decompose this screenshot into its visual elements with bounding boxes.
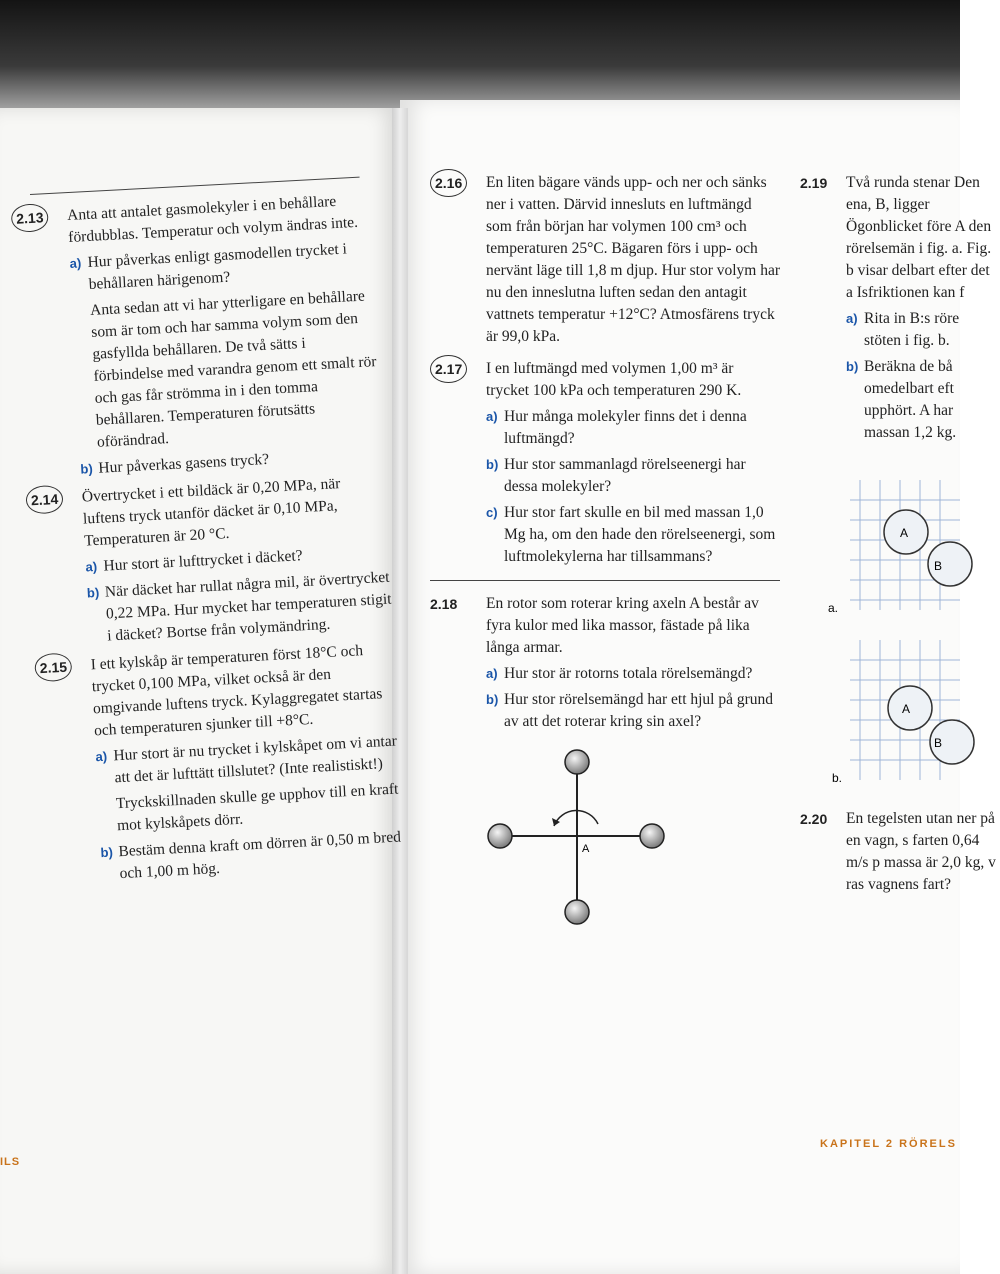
problem-2-20 — [800, 808, 1000, 896]
problem-2-17 — [430, 358, 780, 568]
chapter-footer: KAPITEL 2 RÖRELS — [820, 1138, 957, 1150]
subquestion-text: Bestäm denna kraft om dörren är 0,50 m bred och 1,00 m hög. — [118, 828, 402, 883]
subquestion-text: Hur många molekyler finns det i denna luftmängd? — [504, 408, 747, 447]
problem-2-14 — [25, 471, 393, 652]
letter-a: a) — [486, 409, 498, 424]
figure-b — [832, 640, 974, 785]
subquestion-c — [486, 502, 780, 568]
problem-number: 2.13 — [11, 203, 50, 233]
problem-text: En liten bägare vänds upp- och ner och sänks ner i vatten. Därvid innesluts en luftmängd som från början har volymen 100 cm³ och temperaturen 25°C. Bägaren förs i upp- och nervänt läge till 1,8 m djup. Hur stor volym har nu den inneslutna luften sedan den antagit vattnets temperatur +12°C? Atmosfärens tryck är 99,0 kPa. — [486, 174, 781, 345]
axis-label: A — [582, 843, 590, 855]
rotor-ball — [640, 824, 664, 848]
problem-text: En tegelsten utan ner på en vagn, s farten 0,64 m/s p massa är 2,0 kg, v ras vagnens fart? — [846, 810, 996, 893]
subquestion-text: Hur stor sammanlagd rörelseenergi har dessa molekyler? — [504, 456, 746, 495]
problem-2-15 — [34, 639, 406, 890]
problem-number: 2.20 — [800, 811, 828, 827]
subquestion-text: Hur stor är rotorns totala rörelsemängd? — [504, 665, 753, 682]
problem-number: 2.15 — [34, 652, 73, 682]
subquestion-b — [86, 567, 393, 649]
letter-b: b) — [100, 844, 114, 861]
problem-2-16 — [430, 172, 780, 348]
problem-number: 2.17 — [430, 355, 467, 383]
letter-b: b) — [80, 461, 94, 477]
problem-text: I en luftmängd med volymen 1,00 m³ är trycket 100 kPa och temperaturen 290 K. — [486, 360, 742, 399]
subquestion-b — [486, 689, 780, 733]
rotor-ball — [565, 900, 589, 924]
section-rule — [430, 580, 780, 581]
subquestion-text: Hur stor rörelsemängd har ett hjul på grund av att det roterar kring sin axel? — [504, 691, 774, 730]
figure-b-label: b. — [832, 771, 843, 785]
subquestion-text: Hur påverkas enligt gasmodellen trycket i behållaren härigenom? — [87, 240, 348, 293]
subquestion-a — [486, 663, 780, 685]
subquestion-text: När däcket har rullat några mil, är övertrycket 0,22 MPa. Hur mycket har temperaturen stigit i däcket? Bortse från volymändring. — [104, 568, 392, 645]
rotor-ball — [488, 824, 512, 848]
figure-a-label: a. — [828, 601, 839, 615]
collision-figures — [820, 480, 960, 790]
letter-a: a) — [95, 748, 108, 765]
letter-b: b) — [846, 359, 859, 374]
subquestion-text: Hur stort är lufttrycket i däcket? — [103, 547, 304, 575]
letter-c: c) — [486, 505, 498, 520]
subquestion-a — [486, 406, 780, 450]
middle-column — [430, 172, 780, 739]
letter-a: a) — [69, 255, 82, 271]
subquestion-b — [486, 454, 780, 498]
left-footer: ILS — [0, 1156, 21, 1168]
problem-text: I ett kylskåp är temperaturen först 18°C och trycket 0,100 MPa, vilket också är den omgivande luftens tryck. Kylaggregatet startas och temperaturen sjunker till +8°C. — [90, 642, 383, 740]
stone-b-label: B — [934, 559, 943, 573]
problem-number: 2.16 — [430, 169, 467, 197]
subquestion-text: Hur påverkas gasens tryck? — [97, 450, 270, 477]
problem-text: En rotor som roterar kring axeln A består av fyra kulor med lika massor, fästade på lika långa armar. — [486, 595, 759, 656]
problem-continuation: Anta sedan att vi har ytterligare en behållare som är tom och har samma volym som den gasfyllda behållaren. De två sätts i förbindelse med varandra genom ett smalt rör och gas får strömma in i den tomma behållaren. Temperaturen förutsätts oförändrad. — [89, 287, 377, 451]
problem-2-18 — [430, 593, 780, 733]
problem-2-19 — [800, 172, 1000, 444]
subquestion-text: Beräkna de bå omedelbart eft upphört. A har massan 1,2 kg. — [864, 358, 957, 441]
subquestion-text: Hur stort är nu trycket i kylskåpet om vi antar att det är lufttätt tillslutet? (Inte realistiskt!) — [113, 732, 398, 787]
problem-number: 2.14 — [25, 485, 64, 515]
letter-a: a) — [486, 666, 498, 681]
problem-text: Två runda stenar Den ena, B, ligger Ögonblicket före A den rörelsemän i fig. a. Fig. b visar delbart efter det a Isfriktionen kan f — [846, 174, 992, 301]
right-column — [800, 172, 1000, 450]
letter-b: b) — [86, 584, 100, 601]
problem-continuation: Tryckskillnaden skulle ge upphov till en kraft mot kylskåpets dörr. — [115, 780, 399, 835]
right-column-lower — [800, 808, 1000, 902]
subquestion-a — [846, 308, 1000, 352]
problem-number: 2.18 — [430, 596, 458, 612]
subquestion-b — [846, 356, 1000, 444]
letter-b: b) — [486, 692, 499, 707]
subquestion-text: Rita in B:s röre stöten i fig. b. — [864, 310, 960, 349]
problem-number: 2.19 — [800, 175, 828, 191]
stone-a-label: A — [902, 702, 911, 716]
letter-a: a) — [85, 558, 98, 575]
letter-b: b) — [486, 457, 499, 472]
figure-a — [828, 480, 972, 615]
subquestion-text: Hur stor fart skulle en bil med massan 1,0 Mg ha, om den hade den rörelseenergi, som luftmolekylerna har tillsammans? — [504, 504, 776, 565]
stone-a-label: A — [900, 526, 909, 540]
problem-2-13 — [11, 189, 385, 483]
rotor-ball — [565, 750, 589, 774]
stone-b-label: B — [934, 736, 943, 750]
rotor-figure — [470, 740, 710, 920]
letter-a: a) — [846, 311, 858, 326]
problem-text: Anta att antalet gasmolekyler i en behållare fördubblas. Temperatur och volym ändras inte. — [66, 192, 359, 246]
problem-text: Övertrycket i ett bildäck är 0,20 MPa, när luftens tryck utanför däcket är 0,10 MPa, Temperaturen är 20 °C. — [81, 475, 341, 550]
left-page-content — [10, 176, 406, 895]
